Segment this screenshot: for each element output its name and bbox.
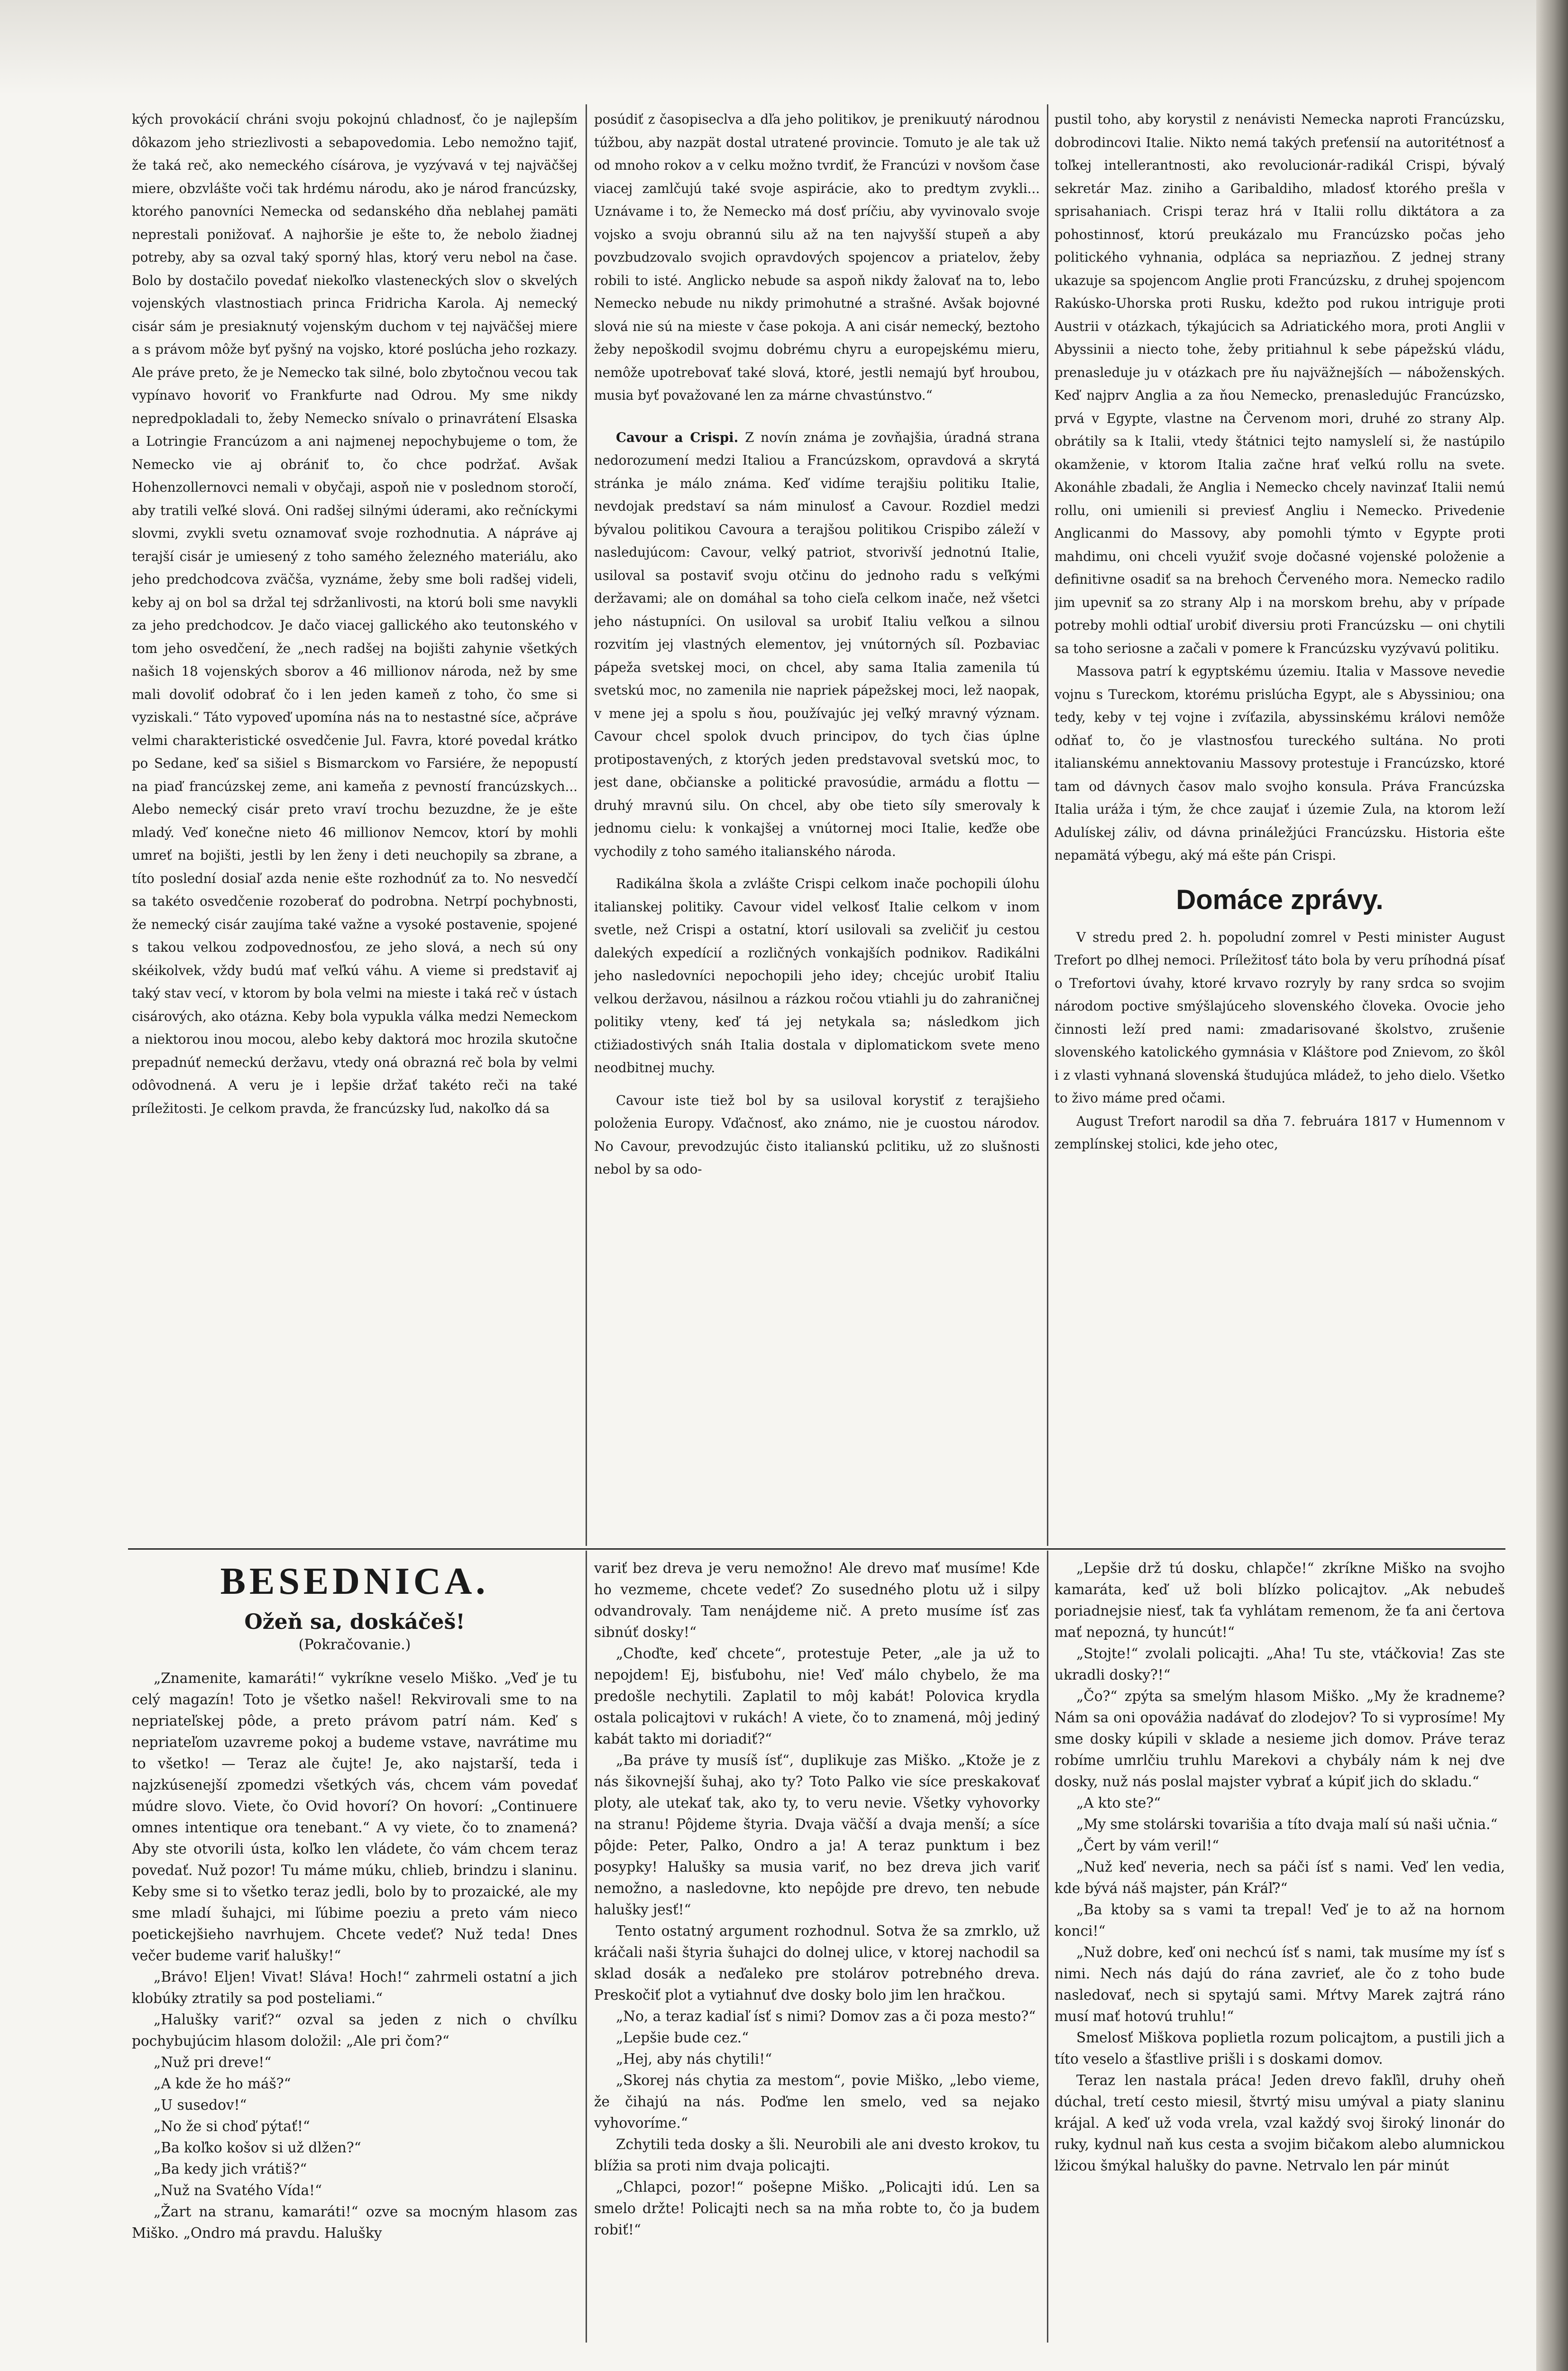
cavour-crispi-heading: Cavour a Crispi. — [616, 429, 739, 445]
article-column-2 — [594, 108, 1040, 1545]
paragraph: „Nuž dobre, keď oni nechcú ísť s nami, tak musíme my ísť s nimi. Nech nás dajú do rána zavrieť, ale čo z toho bude nasledovať, nech si spytajú sami. Mŕtvy Marek zajtrá ráno musí mať hotovú truhlu!“ — [1055, 1944, 1505, 2024]
paragraph: pustil toho, aby korystil z nenávisti Nemecka naproti Francúzsku, dobrodincovi Italie. Nikto nemá takých preťensií na autoritétnosť a toľkej intellerantnosti, ako revolucionár-radikál Crispi, bývalý sekretár Maz. ziniho a Garibaldiho, mladosť ktorého prešla v sprisahaniach. Crispi teraz hrá v Italii rollu diktátora a za pohostinnosť, ktorú preukázalo mu Francúzsko počas jeho politického vyhnania, odpláca sa nepriazňou. Z jednej strany ukazuje sa spojencom Anglie proti Francúzsku, z druhej spojencom Rakúsko-Uhorska proti Rusku, kdežto pod rukou intriguje proti Austrii v otázkach, týkajúcich sa Adriatického mora, proti Anglii v Abyssinii a niecto tohe, žeby pritiahnul k sebe pápežskú vládu, prenasleduje ju v otázkach pre ňu najväžnejších — náboženských. Keď najprv Anglia a za ňou Nemecko, prenasledujúc Francúzsko, prvá v Egypte, vlastne na Červenom mori, druhé zo strany Alp. obrátily sa k Italii, vtedy štátnici tejto namyslelí si, že nastúpilo okamženie, v ktorom Italia začne hrať veľkú rollu na svete. Akonáhle zbadali, že Anglia i Nemecko chcely navinzať Italii nemú rollu, oni umienili si previesť Angliu i Nemecko. Privedenie Anglicanmi do Massovy, aby pomohli týmto v Egypte proti mahdimu, oni chceli využiť svoje dočasné vojenské položenie a definitivne osadiť sa na brehoch Červeného mora. Nemecko radilo jim upevniť sa zo strany Alp i na morskom brehu, aby v prípade potreby mohli odtiaľ urobiť diversiu proti Francúzsku — oni chytili sa toho seriosne a začali v pomere k Francúzsku vyzývavú politiku. — [1055, 111, 1505, 656]
paragraph: Cavour iste tiež bol by sa usiloval korystiť z terajšieho položenia Europy. Vďačnosť, ako známo, nie je cuostou národov. No Cavour, prevodzujúc čisto italianskú pclitiku, už zo slušnosti nebol by sa odo- — [594, 1092, 1040, 1177]
paragraph: variť bez dreva je veru nemožno! Ale drevo mať musíme! Kde ho vezmeme, chcete vedeť? Zo susedného plotu už i silpy odvandrovaly. Tam nenájdeme nič. A preto musíme ísť zas sibnúť dosky!“ — [594, 1560, 1040, 1640]
paragraph: „Stojte!“ zvolali policajti. „Aha! Tu ste, vtáčkovia! Zas ste ukradli dosky?!“ — [1055, 1645, 1505, 1683]
paragraph: Zchytili teda dosky a šli. Neurobili ale ani dvesto krokov, tu blížia sa proti nim dvaja policajti. — [594, 2136, 1040, 2174]
paragraph: V stredu pred 2. h. popoludní zomrel v Pesti minister August Trefort po dlhej nemoci. Príležitosť táto bola by veru príhodná písať o Trefortovi úvahy, ktoré krvavo rozryly by rany srdca so svojim národom poctive smýšlajúceho slovenského človeka. Ovocie jeho činnosti leží pred nami: zmadarisované školstvo, zrušenie slovenského katolického gymnásia v Kláštore pod Znievom, zo škôl i z vlasti vyhnaná slovenská študujúca mládež, to jeho dielo. Všetko to živo máme pred očami. — [1055, 929, 1505, 1106]
cavour-crispi-lead — [594, 426, 1040, 864]
article-column-1 — [132, 108, 578, 1495]
paragraph: „Halušky variť?“ ozval sa jeden z nich o chvílku pochybujúcim hlasom doložil: „Ale pri čom?“ — [132, 2012, 578, 2049]
besednica-rule-1 — [586, 1551, 587, 2343]
paragraph: „Čo?“ zpýta sa smelým hlasom Miško. „My že kradneme? Nám sa oni opovážia nadávať do zlodejov? To si vyprosíme! My sme dosky kúpili v sklade a nesieme jich domov. Práve teraz robíme umrlčiu truhlu Marekovi a chybály nám k nej dve dosky, nuž nás poslal majster vybrať a kúpiť jich do skladu.“ — [1055, 1688, 1505, 1790]
paragraph: posúdiť z časopiseclva a dľa jeho politikov, je prenikuutý národnou túžbou, aby nazpät dostal utratené provincie. Tomuto je ale tak už od mnoho rokov a v celku možno tvrdiť, že Francúzi v novšom čase viacej zamlčujú také svoje aspirácie, ako to predtym zvykli... Uznávame i to, že Nemecko má dosť príčiu, aby vyvinovalo svoje vojsko a svoju obrannú silu až na ten najvyšší stupeň a aby povzbudzovalo svojich opravdových spojencov a priatelov, žeby robili to isté. Anglicko nebude sa aspoň nikdy žalovať na to, lebo Nemecko nebude nu nikdy primohutné a strašné. Avšak bojovné slová nie sú na mieste v čase pokoja. A ani cisár nemecký, beztoho žeby nepoškodil svojmu dobrému chyru a europejskému mieru, nemôže upotrebovať také slová, ktoré, jestli nemajú byť hroubou, musia byť považované len za márne chvastúnstvo.“ — [594, 111, 1040, 403]
paragraph: „U susedov!“ — [154, 2097, 247, 2113]
paragraph: kých provokácií chráni svoju pokojnú chladnosť, čo je najlepším dôkazom jeho striezlivosti a sebapovedomia. Lebo nemožno tajiť, že taká reč, ako nemeckého císárova, je vyzývavá v tej najväčšej miere, obzvlášte voči tak hrdému národu, ako je národ francúzsky, ktorého panovníci Nemecka od sedanského dňa neblahej pamäti neprestali ponižovať. A najhoršie je ešte to, že nebolo žiadnej potreby, aby sa ozval taký sporný hlas, ktorý veru nebol na čase. Bolo by dostačilo povedať niekoľko vlasteneckých slov o skvelých vojenských vlastnostiach princa Fridricha Karola. Aj nemecký cisár sám je presiaknutý vojenským duchom v tej najväčšej miere a s právom môže byť pyšný na vojsko, ktoré poslúcha jeho rozkazy. Ale práve preto, že je Nemecko tak silné, bolo zbytočnou vecou tak vypínavo hovoriť vo Frankfurte nad Odrou. My sme nikdy nepredpokladali to, žeby Nemecko snívalo o prinavrátení Elsaska a Lotringie Francúzom a ani najmenej nepochybujeme o tom, že Nemecko vie aj obrániť to, čo chce podržať. Avšak Hohenzollernovci nemali v obyčaji, aspoň nie v poslednom storočí, aby tratili veľké slová. Oni radšej silnými úderami, ako rečníckymi slovmi, zvykli svetu oznamovať svoje rozhodnutia. A nápráve aj terajší cisár je umiesený z toho samého železného materiálu, ako jeho predchodcova zväčša, vyznáme, žeby sme boli radšej videli, keby aj on bol sa držal tej sdržanlivosti, na ktorú boli sme navykli za jeho predchodcov. Je dačo viacej gallického ako teutonského v tom jeho osvedčení, že „nech radšej na bojišti zahynie všetkých našich 18 vojenských sborov a 46 millionov národa, než by sme mali dovoliť odobrať čo i len jeden kameň z toho, čo sme si vyziskali.“ Táto vypoveď upomína nás na to nestastné síce, ačpráve velmi charakteristické osvedčenie Jul. Favra, ktoré povedal krátko po Sedane, keď sa sišiel s Bismarckom vo Farsiére, že nepopustí na piaď francúzskej zeme, ani kameňa z pevností francúzskych... Alebo nemecký cisár preto vraví trochu bezuzdne, že je ešte mladý. Veď konečne nieto 46 millionov Nemcov, ktorí by mohli umreť na bojišti, jestli by len ženy i deti neuchopily sa zbrane, a títo poslední dosiaľ azda nenie ešte rozhodnúť za to. No nesvedčí sa takéto osvedčenie rozoberať do podrobna. Netrpí pochybnosti, že nemecký cisár zaujíma také važne a vysoké postavenie, spojené s takou velkou zodpovednosťou, ze jeho slová, a nech sú ony skéikolvek, vždy budú mať veľkú váhu. A vieme si predstaviť aj taký stav vecí, v ktorom by bola velmi na mieste i taká reč v ústach cisárových, ako otázna. Keby bola vypukla válka medzi Nemeckom a niektorou inou mocou, alebo keby daktorá moc hrozila skutočne prepadnúť nemeckú deržavu, vtedy oná obrazná reč bola by velmi odôvodnená. A veru je i lepšie držať takéto reči na také príležitosti. Je celkom pravda, že francúzsky ľud, nakoľko dá sa — [132, 111, 578, 1116]
continuation-note: (Pokračovanie.) — [298, 1636, 411, 1653]
paragraph: „Chlapci, pozor!“ pošepne Miško. „Policajti idú. Len sa smelo držte! Policajti nech sa na mňa robte to, čo ja budem robiť!“ — [594, 2179, 1040, 2238]
paragraph: „Ba práve ty musíš ísť“, duplikuje zas Miško. „Ktože je z nás šikovnejší šuhaj, ako ty? Toto Palko vie síce preskakovať ploty, ale utekať tak, ako ty, to veru nevie. Všetky vyhovorky na stranu! Pôjdeme štyria. Dvaja väčší a dvaja menší; a síce pôjde: Peter, Palko, Ondro a ja! A teraz punktum i bez posypky! Halušky sa musia variť, no bez dreva jich variť nemožno, a nasledovne, kto nepôjde pre drevo, ten nebude halušky jesť!“ — [594, 1752, 1040, 1918]
paragraph: „A kto ste?“ — [1076, 1795, 1161, 1811]
story-title: Ožeň sa, doskáčeš! — [244, 1610, 465, 1634]
paragraph: Tento ostatný argument rozhodnul. Sotva že sa zmrklo, už kráčali naši štyria šuhajci do dolnej ulice, v ktorej nachodil sa sklad dosák a neďaleko pre stolárov potrebného dreva. Preskočiť plot a vytiahnuť dve dosky bolo jim len hračkou. — [594, 1923, 1040, 2003]
paragraph: Radikálna škola a zvlášte Crispi celkom inače pochopili úlohu italianskej politiky. Cavour videl velkosť Italie celkom v inom svetle, než Crispi a ostatní, ktorí usilovali sa zveličiť ju cestou dalekých expedícií a rozličných vonkajších podnikov. Radikálni jeho nasledovníci nepochopili jeho idey; chcejúc urobiť Italiu velkou deržavou, násilnou a rázkou ročou vtiahli ju do zahraničnej politiky vteny, keď tá jej netykala sa; následkom jich ctižiadostivých snáh Italia dostala v diplomatickom svete meno neodbitnej muchy. — [594, 876, 1040, 1075]
paragraph: „Nuž keď neveria, nech sa páči ísť s nami. Veď len vedia, kde bývá náš majster, pán Kráľ?“ — [1055, 1859, 1505, 1896]
page-top-shadow — [0, 0, 1536, 95]
cavour-crispi-lead-text: Z novín známa je zovňajšia, úradná strana nedorozumení medzi Italiou a Francúzskom, opravdová a skrytá stránka je málo známa. Keď vidíme terajšiu politiku Italie, nevdojak predstaví sa nám minulosť a Cavour. Rozdiel medzi bývalou politikou Cavoura a terajšou politikou Crispibo záleží v nasledujúcom: Cavour, velký patriot, stvorivší jednotnú Italie, usiloval sa postaviť svoju otčinu do jednoho radu s veľkými deržavami; ale on domáhal sa toho cieľa celkom inače, než všetci jeho nástupníci. On usiloval sa urobiť Italiu veľkou a silnou rozvitím jej vlastných elementov, jej vnútorných síl. Pozbaviac pápeža svetskej moci, on chcel, aby sama Italia zamenila tú svetskú moc, no zamenila nie napriek pápežskej moci, lež naopak, v mene jej a spolu s ňou, používajúc jej veľký mravný význam. Cavour chcel spolok dvuch principov, do tych čias úplne protipostavených, z ktorých jeden predstavoval svetskú moc, to jest dane, občianske a politické pravosúdie, armádu a flottu — druhý mravnú silu. On chcel, aby obe tieto síly smerovaly k jednomu cielu: k vonkajšej a vnútornej moci Italie, keďže obe vychodily z toho samého italianského národa. — [594, 429, 1040, 859]
page-edge-shadow — [1536, 0, 1568, 2371]
paragraph: „Žart na stranu, kamaráti!“ ozve sa mocným hlasom zas Miško. „Ondro má pravdu. Halušky — [132, 2204, 578, 2241]
column-rule-1 — [586, 104, 587, 1546]
paragraph: „Lepšie bude cez.“ — [616, 2030, 749, 2046]
paragraph: Massova patrí k egyptskému územiu. Italia v Massove nevedie vojnu s Tureckom, ktorému prislúcha Egypt, ale s Abyssiniou; ona tedy, keby v tej vojne i zvíťazila, abyssinskému královi nemôže odňať to, čo je vlastnosťou tureckého sultána. No proti italianskému annektovaniu Massovy protestuje i Francúzsko, ktoré tam od dávnych časov malo svojho konsula. Práva Francúzska Italia uráža i tým, že chce zaujať i územie Zula, na ktorom leží Adulískej záliv, od dávna prináležjúci Francúzsku. Historia ešte nepamätá výbegu, aký má ešte pán Crispi. — [1055, 663, 1505, 863]
besednica-rule-2 — [1047, 1551, 1048, 2343]
paragraph: „No že si choď pýtať!“ — [154, 2118, 310, 2134]
besednica-column-1 — [132, 1558, 578, 2340]
paragraph: Smelosť Miškova poplietla rozum policajtom, a pustili jich a títo veselo a šťastlive prišli i s doskami domov. — [1055, 2030, 1505, 2067]
besednica-column-2 — [594, 1558, 1040, 2340]
paragraph: „Ba kedy jich vrátiš?“ — [154, 2161, 307, 2177]
domace-zpravy-heading: Domáce zprávy. — [1176, 884, 1384, 915]
paragraph: „Ba ktoby sa s vami ta trepal! Veď je to až na hornom konci!“ — [1055, 1902, 1505, 1939]
paragraph: Teraz len nastala práca! Jeden drevo fakľil, druhy oheň dúchal, tretí cesto miesil, štvrtý misu umýval a piaty slaninu krájal. A keď už voda vrela, vzal každý svoj široký linonár do ruky, kydnul naň kus cesta a svojim bičakom alebo alumnickou lžicou šmýkal halušky do pavne. Netrvalo len pár minút — [1055, 2072, 1505, 2174]
paragraph: „Choďte, keď chcete“, protestuje Peter, „ale ja už to nepojdem! Ej, bisťubohu, nie! Veď málo chybelo, že ma predošle nechytili. Zaplatil to môj kabát! Polovica krydla ostala policajtovi v rukách! A viete, čo to znamená, môj jediný kabát takto mi doriadiť?“ — [594, 1645, 1040, 1747]
article-column-3 — [1055, 108, 1505, 1545]
paragraph: „Skorej nás chytia za mestom“, povie Miško, „lebo vieme, že čihajú na nás. Poďme len smelo, ved sa nejako vyhovoríme.“ — [594, 2072, 1040, 2131]
besednica-title: BESEDNICA. — [220, 1561, 489, 1602]
paragraph: „Hej, aby nás chytili!“ — [616, 2051, 772, 2067]
paragraph: „Brávo! Eljen! Vivat! Sláva! Hoch!“ zahrmeli ostatní a jich klobúky ztratily sa pod posteliami.“ — [132, 1969, 578, 2006]
paragraph: „A kde že ho máš?“ — [154, 2076, 291, 2092]
paragraph: „Ba koľko košov si už dlžen?“ — [154, 2140, 361, 2156]
paragraph: „Nuž na Svatého Vída!“ — [154, 2182, 322, 2198]
paragraph: „Čert by vám veril!“ — [1076, 1838, 1220, 1854]
paragraph: „Znamenite, kamaráti!“ vykríkne veselo Miško. „Veď je tu celý magazín! Toto je všetko našel! Rekvirovali sme to na nepriateľskej pôde, a preto právom patrí nám. Keď s nepriateľom uzavreme pokoj a budeme vstave, navrátime mu to všetko! — Teraz ale čujte! Je, ako najstarší, teda i najzkúsenejší zpomedzi všetkých vás, chcem vám povedať múdre slovo. Viete, čo Ovid hovorí? On hovorí: „Continuere omnes intentique ora tenebant.“ A vy viete, čo to znamená? Aby ste otvorili ústa, koľko len vládete, čo vám chcem teraz povedať. Nuž pozor! Tu máme múku, chlieb, brindzu i slaninu. Keby sme si to všetko teraz jedli, bolo by to prozaické, ale my sme mladí šuhajci, mi ľúbime poeziu a preto vám nieco poetickejšieho navrhujem. Chcete vedeť? Nuž teda! Dnes večer budeme variť halušky!“ — [132, 1670, 578, 1964]
paragraph: „Nuž pri dreve!“ — [154, 2054, 272, 2070]
paragraph: „My sme stolárski tovarišia a títo dvaja malí sú naši učnia.“ — [1076, 1816, 1498, 1832]
paragraph: August Trefort narodil sa dňa 7. februára 1817 v Humennom v zemplínskej stolici, kde jeho otec, — [1055, 1113, 1505, 1152]
column-rule-2 — [1047, 104, 1048, 1546]
paragraph: „Lepšie drž tú dosku, chlapče!“ zkríkne Miško na svojho kamaráta, keď už boli blízko policajtov. „Ak nebudeš poriadnejsie niesť, tak ťa vyhlátam remenom, že ťa ani čertova mať nepozná, ty huncút!“ — [1055, 1560, 1505, 1640]
besednica-column-3 — [1055, 1558, 1505, 2340]
feuilleton-rule — [128, 1548, 1505, 1550]
paragraph: „No, a teraz kadiaľ ísť s nimi? Domov zas a či poza mesto?“ — [616, 2008, 1036, 2024]
